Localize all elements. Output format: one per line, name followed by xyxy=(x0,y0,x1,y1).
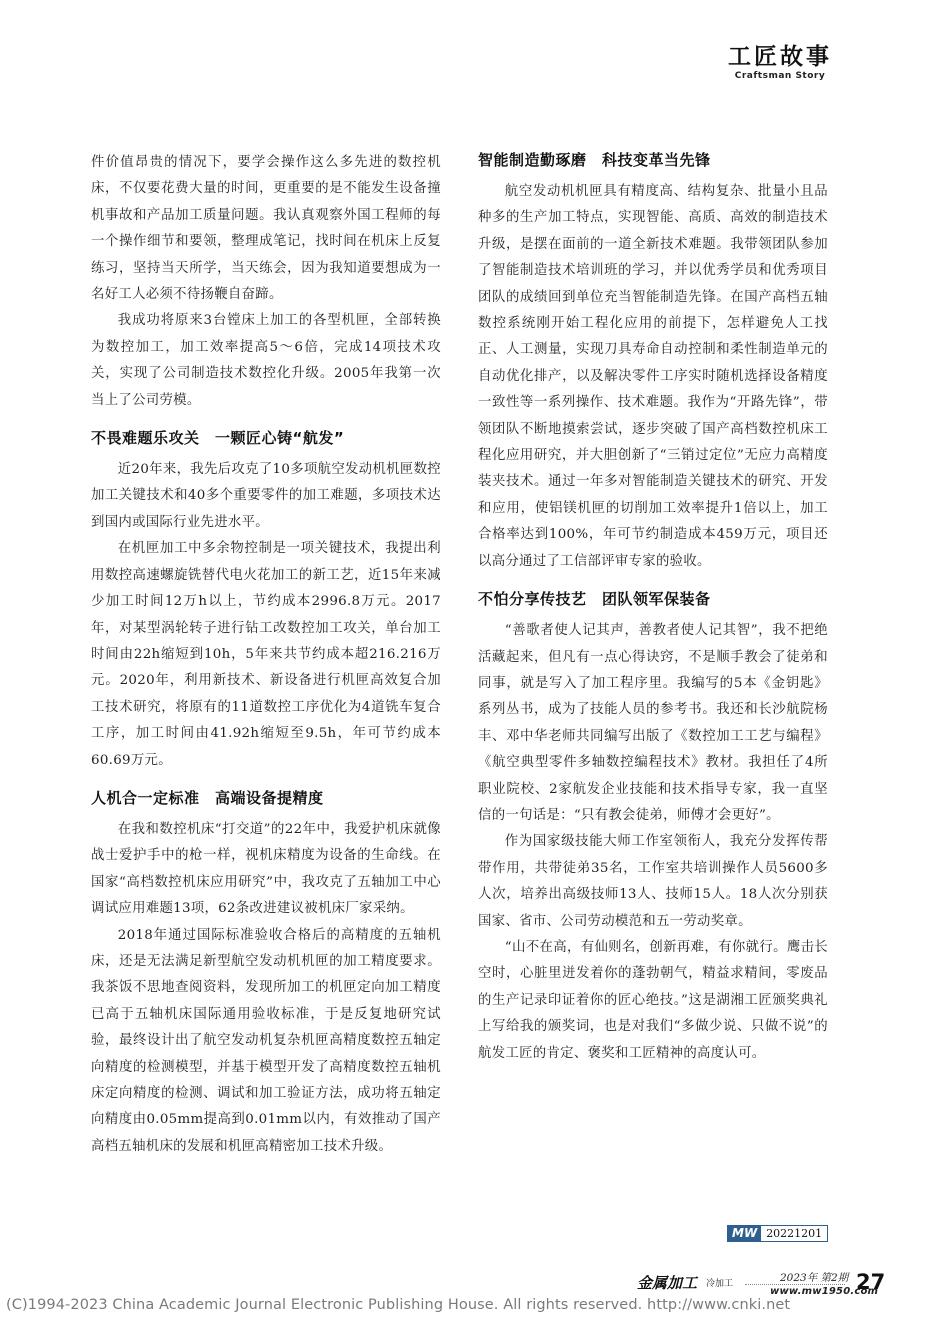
section-heading: 智能制造勤琢磨 科技变革当先锋 xyxy=(478,151,711,169)
right-column xyxy=(478,150,828,1067)
section-heading: 不怕分享传技艺 团队领军保装备 xyxy=(478,590,711,609)
paragraph: 在机匣加工中多余物控制是一项关键技术，我提出利用数控高速螺旋铣替代电火花加工的新工艺，近15年来减少加工时间12万h以上，节约成本2996.8万元。2017年，对某型涡轮转子进行钻工改数控加工攻关，单台加工时间由22h缩短到10h，5年来共节约成本超216.216万元。2020年，利用新技术、新设备进行机匣高效复合加工技术研究，将原有的11道数控工序优化为4道铣车复合工序，加工时间由41.92h缩短至9.5h，年可节约成本60.69万元。 xyxy=(91,541,441,768)
section-heading: 不畏难题乐攻关 一颗匠心铸“航发” xyxy=(91,429,345,448)
journal-url[interactable]: www.mw1950.com xyxy=(770,1286,879,1297)
paragraph: 航空发动机机匣具有精度高、结构复杂、批量小且品种多的生产加工特点，实现智能、高质、高效的制造技术升级，是摆在面前的一道全新技术难题。我带领团队参加了智能制造技术培训班的学习，并以优秀学员和优秀项目团队的成绩回到单位充当智能制造先锋。在国产高档五轴数控系统刚开始工程化应用的前提下，怎样避免人工找正、人工测量，实现刀具寿命自动控制和柔性制造单元的自动优化排产，以及解决零件工序实时随机选择设备精度一致性等一系列操作、技术难题。我作为“开路先锋”，带领团队不断地摸索尝试，逐步突破了国产高档数控机床工程化应用研究，并大胆创新了“三销过定位”无应力高精度装夹技术。通过一年多对智能制造关键技术的研究、开发和应用，使铝镁机匣的切削加工效率提升1倍以上，加工合格率达到100%，年可节约制造成本459万元，项目还以高分通过了工信部评审专家的验收。 xyxy=(478,184,828,569)
journal-edition: 冷加工 xyxy=(706,1279,734,1289)
left-column xyxy=(91,150,441,1160)
article-code: 20221201 xyxy=(766,1227,823,1240)
paragraph: “善歌者使人记其声，善教者使人记其智”，我不把绝活藏起来，但凡有一点心得诀窍，不是顺手教会了徒弟和同事，就是写入了加工程序里。我编写的5本《金钥匙》系列丛书，成为了技能人员的参考书。我还和长沙航院杨丰、邓中华老师共同编写出版了《数控加工工艺与编程》《航空典型零件多轴数控编程技术》教材。我担任了4所职业院校、2家航发企业技能和技术指导专家，我一直坚信的一句话是：“只有教会徒弟，师傅才会更好”。 xyxy=(478,623,828,823)
article-tag xyxy=(727,1225,828,1242)
masthead xyxy=(728,44,832,82)
paragraph: 作为国家级技能大师工作室领衔人，我充分发挥传帮带作用，共带徒弟35名，工作室共培训操作人员5600多人次，培养出高级技师13人、技师15人。18人次分别获国家、省市、公司劳动模范和五一劳动奖章。 xyxy=(478,834,828,929)
column-title: 工匠故事 xyxy=(728,44,832,70)
section-heading: 人机合一定标准 高端设备提精度 xyxy=(91,788,324,807)
paragraph: 在我和数控机床“打交道”的22年中，我爱护机床就像战士爱护手中的枪一样，视机床精度为设备的生命线。在国家“高档数控机床应用研究”中，我攻克了五轴加工中心调试应用难题13项，62条改进建议被机床厂家采纳。 xyxy=(91,821,441,917)
page-number: 27 xyxy=(856,1270,886,1294)
paragraph: 件价值昂贵的情况下，要学会操作这么多先进的数控机床，不仅要花费大量的时间，更重要的是不能发生设备撞机事故和产品加工质量问题。我认真观察外国工程师的每一个操作细节和要领，整理成笔记，找时间在机床上反复练习，坚持当天所学，当天练会，因为我知道要想成为一名好工人必须不待扬鞭自奋蹄。 xyxy=(91,155,441,303)
paragraph: 我成功将原来3台镗床上加工的各型机匣，全部转换为数控加工，加工效率提高5～6倍，完成14项技术攻关，实现了公司制造技术数控化升级。2005年我第一次当上了公司劳模。 xyxy=(91,313,441,408)
issue-number: 2023年 第2期 xyxy=(780,1272,849,1284)
paragraph: 2018年通过国际标准验收合格后的高精度的五轴机床，还是无法满足新型航空发动机机匣的加工精度要求。我茶饭不思地查阅资料，发现所加工的机匣定向加工精度已高于五轴机床国际通用验收标准，于是反复地研究试验，最终设计出了航空发动机复杂机匣高精度数控五轴定向精度的检测模型，并基于模型开发了高精度数控五轴机床定向精度的检测、调试和加工验证方法，成功将五轴定向精度由0.05mm提高到0.01mm以内，有效推动了国产高档五轴机床的发展和机匣高精密加工技术升级。 xyxy=(91,927,441,1154)
paragraph: 近20年来，我先后攻克了10多项航空发动机机匣数控加工关键技术和40多个重要零件的加工难题，多项技术达到国内或国际行业先进水平。 xyxy=(91,462,441,530)
column-subtitle: Craftsman Story xyxy=(734,71,826,81)
copyright-notice: (C)1994-2023 China Academic Journal Electronic Publishing House. All rights reserved. http://www.cnki.net xyxy=(6,1297,791,1313)
journal-brand: 金属加工 xyxy=(637,1274,698,1292)
mw-logo: MW xyxy=(728,1226,761,1241)
paragraph: “山不在高，有仙则名，创新再难，有你就行。鹰击长空时，心脏里迸发着你的蓬勃朝气，精益求精间，零废品的生产记录印证着你的匠心绝技。”这是湖湘工匠颁奖典礼上写给我的颁奖词，也是对我们“多做少说、只做不说”的航发工匠的肯定、褒奖和工匠精神的高度认可。 xyxy=(478,939,828,1061)
